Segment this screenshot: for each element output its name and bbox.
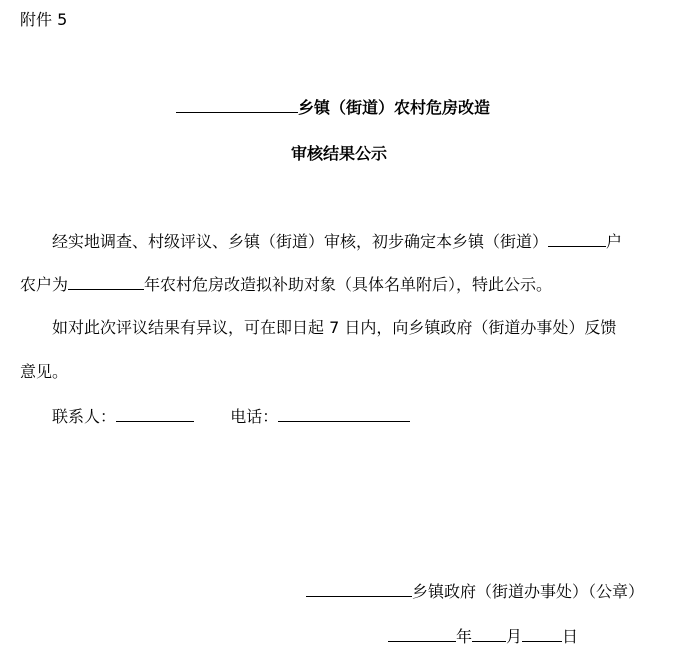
footer-org-line <box>306 582 644 602</box>
date-day: 日 <box>562 627 579 646</box>
phone-label: 电话： <box>230 407 279 426</box>
town-name-blank <box>306 582 412 597</box>
contact-line <box>52 407 410 427</box>
household-count-blank <box>548 232 606 247</box>
phone-blank <box>278 407 410 422</box>
para1-unit: 户 <box>606 232 623 251</box>
paragraph-2-line-1: 如对此次评议结果有异议，可在即日起 7 日内，向乡镇政府（街道办事处）反馈 <box>52 318 617 337</box>
contact-blank <box>116 407 194 422</box>
para1-line2-rest: 年农村危房改造拟补助对象（具体名单附后），特此公示。 <box>144 275 553 294</box>
paragraph-1-line-1 <box>52 232 622 252</box>
year-blank <box>68 275 144 290</box>
title-line-1 <box>176 98 490 118</box>
footer-org: 乡镇政府（街道办事处）（公章） <box>412 582 645 601</box>
date-month: 月 <box>506 627 523 646</box>
paragraph-2-line-2: 意见。 <box>20 362 69 381</box>
title-blank <box>176 98 298 113</box>
para1-text: 经实地调查、村级评议、乡镇（街道）审核，初步确定本乡镇（街道） <box>52 232 549 251</box>
year-date-blank <box>388 627 456 642</box>
contact-label: 联系人： <box>52 407 117 426</box>
title-suffix: 乡镇（街道）农村危房改造 <box>298 98 491 117</box>
title-line-2: 审核结果公示 <box>291 144 388 163</box>
para1-line2-lead: 农户为 <box>20 275 69 294</box>
date-line <box>388 627 578 647</box>
month-blank <box>472 627 506 642</box>
paragraph-1-line-2 <box>20 275 552 295</box>
attachment-label: 附件 5 <box>20 10 68 29</box>
date-year: 年 <box>456 627 473 646</box>
day-blank <box>522 627 562 642</box>
